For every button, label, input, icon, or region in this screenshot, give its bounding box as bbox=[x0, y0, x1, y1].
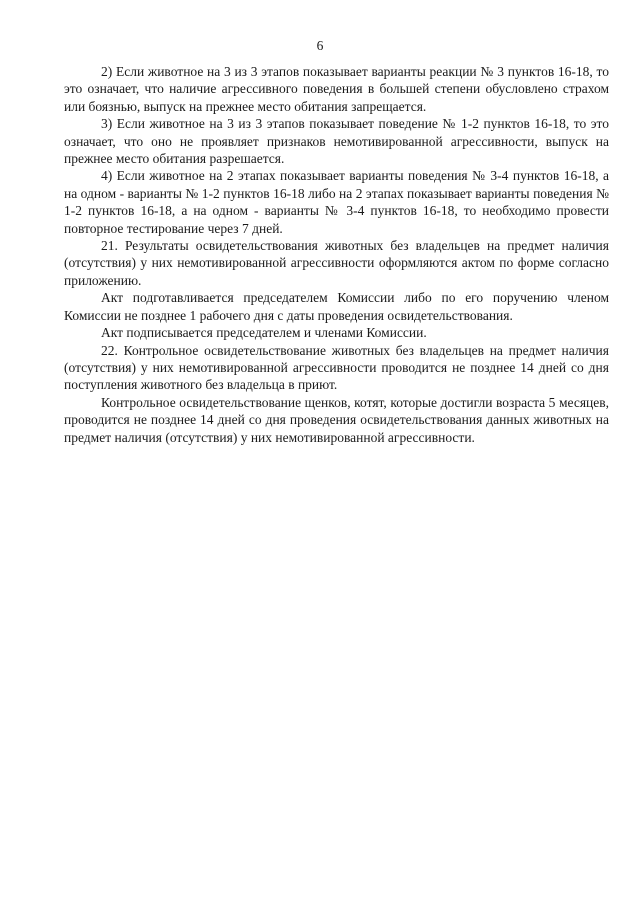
page-number: 6 bbox=[316, 38, 324, 53]
paragraph-act-signing: Акт подписывается председателем и членами Комиссии. bbox=[101, 325, 427, 341]
paragraph-item-3: 3) Если животное на 3 из 3 этапов показывает поведение № 1-2 пунктов 16-18, то это означает, что оно не проявляет признаков немотивированной агрессивности, выпуск на прежнее место обитания разрешается. bbox=[64, 116, 609, 167]
paragraph-clause-21: 21. Результаты освидетельствования животных без владельцев на предмет наличия (отсутствия) у них немотивированной агрессивности оформляются актом по форме согласно приложению. bbox=[64, 238, 609, 288]
paragraph-item-2: 2) Если животное на 3 из 3 этапов показывает варианты реакции № 3 пунктов 16-18, то это означает, что наличие агрессивного поведения в большей степени обусловлено страхом или боязнью, выпуск на прежнее место обитания запрещается. bbox=[64, 64, 609, 114]
document-body bbox=[64, 63, 609, 446]
paragraph-act-preparation: Акт подготавливается председателем Комиссии либо по его поручению членом Комиссии не позднее 1 рабочего дня с даты проведения освидетельствования. bbox=[64, 290, 609, 323]
paragraph-item-4: 4) Если животное на 2 этапах показывает варианты поведения № 3-4 пунктов 16-18, а на одном - варианты № 1-2 пунктов 16-18 либо на 2 этапах показывает варианты поведения № 1-2 пунктов 16-18, а на одном - варианты № 3-4 пунктов 16-18, то необходимо провести повторное тестирование через 7 дней. bbox=[64, 168, 609, 236]
paragraph-control-puppies-kittens: Контрольное освидетельствование щенков, котят, которые достигли возраста 5 месяцев, проводится не позднее 14 дней со дня проведения освидетельствования данных животных на предмет наличия (отсутствия) у них немотивированной агрессивности. bbox=[64, 394, 609, 445]
paragraph-clause-22: 22. Контрольное освидетельствование животных без владельцев на предмет наличия (отсутствия) у них немотивированной агрессивности проводится не позднее 14 дней со дня поступления животного без владельца в приют. bbox=[64, 342, 609, 393]
